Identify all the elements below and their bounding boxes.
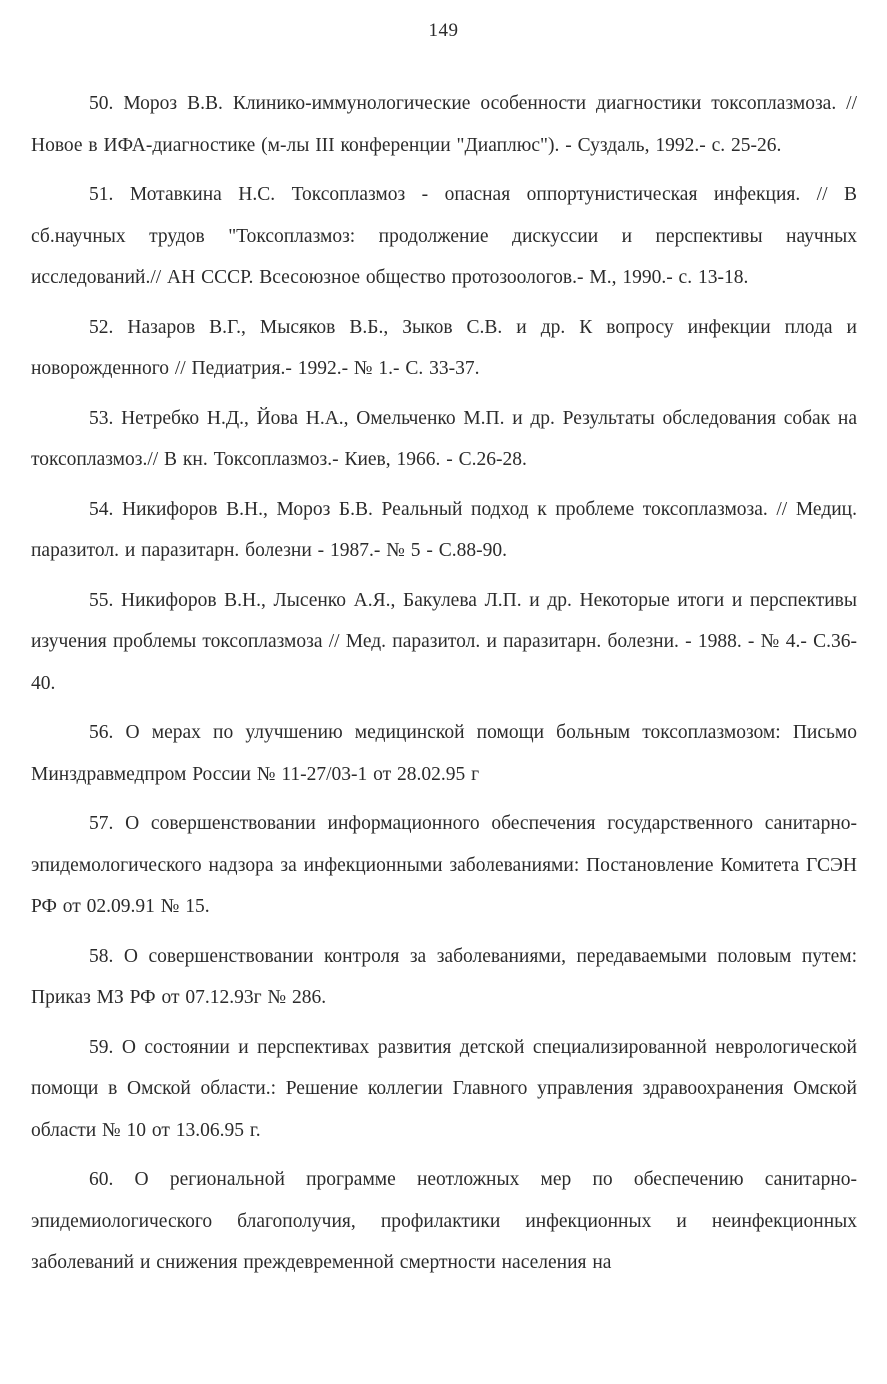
- reference-item-58: 58. О совершенствовании контроля за заболеваниями, передаваемыми половым путем: Приказ МЗ РФ от 07.12.93г № 286.: [31, 945, 857, 1008]
- reference-item-57: 57. О совершенствовании информационного обеспечения государственного санитарно-эпидемологического надзора за инфекционными заболеваниями: Постановление Комитета ГСЭН РФ от 02.09.91 № 15.: [31, 813, 857, 917]
- reference-item-52: 52. Назаров В.Г., Мысяков В.Б., Зыков С.В. и др. К вопросу инфекции плода и новорожденного // Педиатрия.- 1992.- № 1.- С. 33-37.: [31, 316, 857, 379]
- reference-list: [31, 83, 857, 1292]
- reference-item-56: 56. О мерах по улучшению медицинской помощи больным токсоплазмозом: Письмо Минздравмедпром России № 11-27/03-1 от 28.02.95 г: [31, 722, 857, 785]
- reference-item-51: 51. Мотавкина Н.С. Токсоплазмоз - опасная оппортунистическая инфекция. // В сб.научных трудов "Токсоплазмоз: продолжение дискуссии и перспективы научных исследований.// АН СССР. Всесоюзное общество протозоологов.- М., 1990.- с. 13-18.: [31, 184, 857, 288]
- reference-item-50: 50. Мороз В.В. Клинико-иммунологические особенности диагностики токсоплазмоза. //Новое в ИФА-диагностике (м-лы III конференции "Диаплюс"). - Суздаль, 1992.- с. 25-26.: [31, 93, 857, 156]
- reference-item-59: 59. О состоянии и перспективах развития детской специализированной неврологической помощи в Омской области.: Решение коллегии Главного управления здравоохранения Омской области № 10 от 13.06.95 г.: [31, 1036, 857, 1141]
- reference-item-54: 54. Никифоров В.Н., Мороз Б.В. Реальный подход к проблеме токсоплазмоза. // Медиц. паразитол. и паразитарн. болезни - 1987.- № 5 - С.88-90.: [31, 498, 857, 561]
- reference-item-60: 60. О региональной программе неотложных мер по обеспечению санитарно-эпидемиологического благополучия, профилактики инфекционных и неинфекционных заболеваний и снижения преждевременной смертности населения на: [31, 1169, 857, 1273]
- page-number: 149: [428, 20, 459, 41]
- reference-item-55: 55. Никифоров В.Н., Лысенко А.Я., Бакулева Л.П. и др. Некоторые итоги и перспективы изучения проблемы токсоплазмоза // Мед. паразитол. и паразитарн. болезни. - 1988. - № 4.- С.36-40.: [31, 589, 857, 694]
- reference-item-53: 53. Нетребко Н.Д., Йова Н.А., Омельченко М.П. и др. Результаты обследования собак на токсоплазмоз.// В кн. Токсоплазмоз.- Киев, 1966. - С.26-28.: [31, 407, 857, 470]
